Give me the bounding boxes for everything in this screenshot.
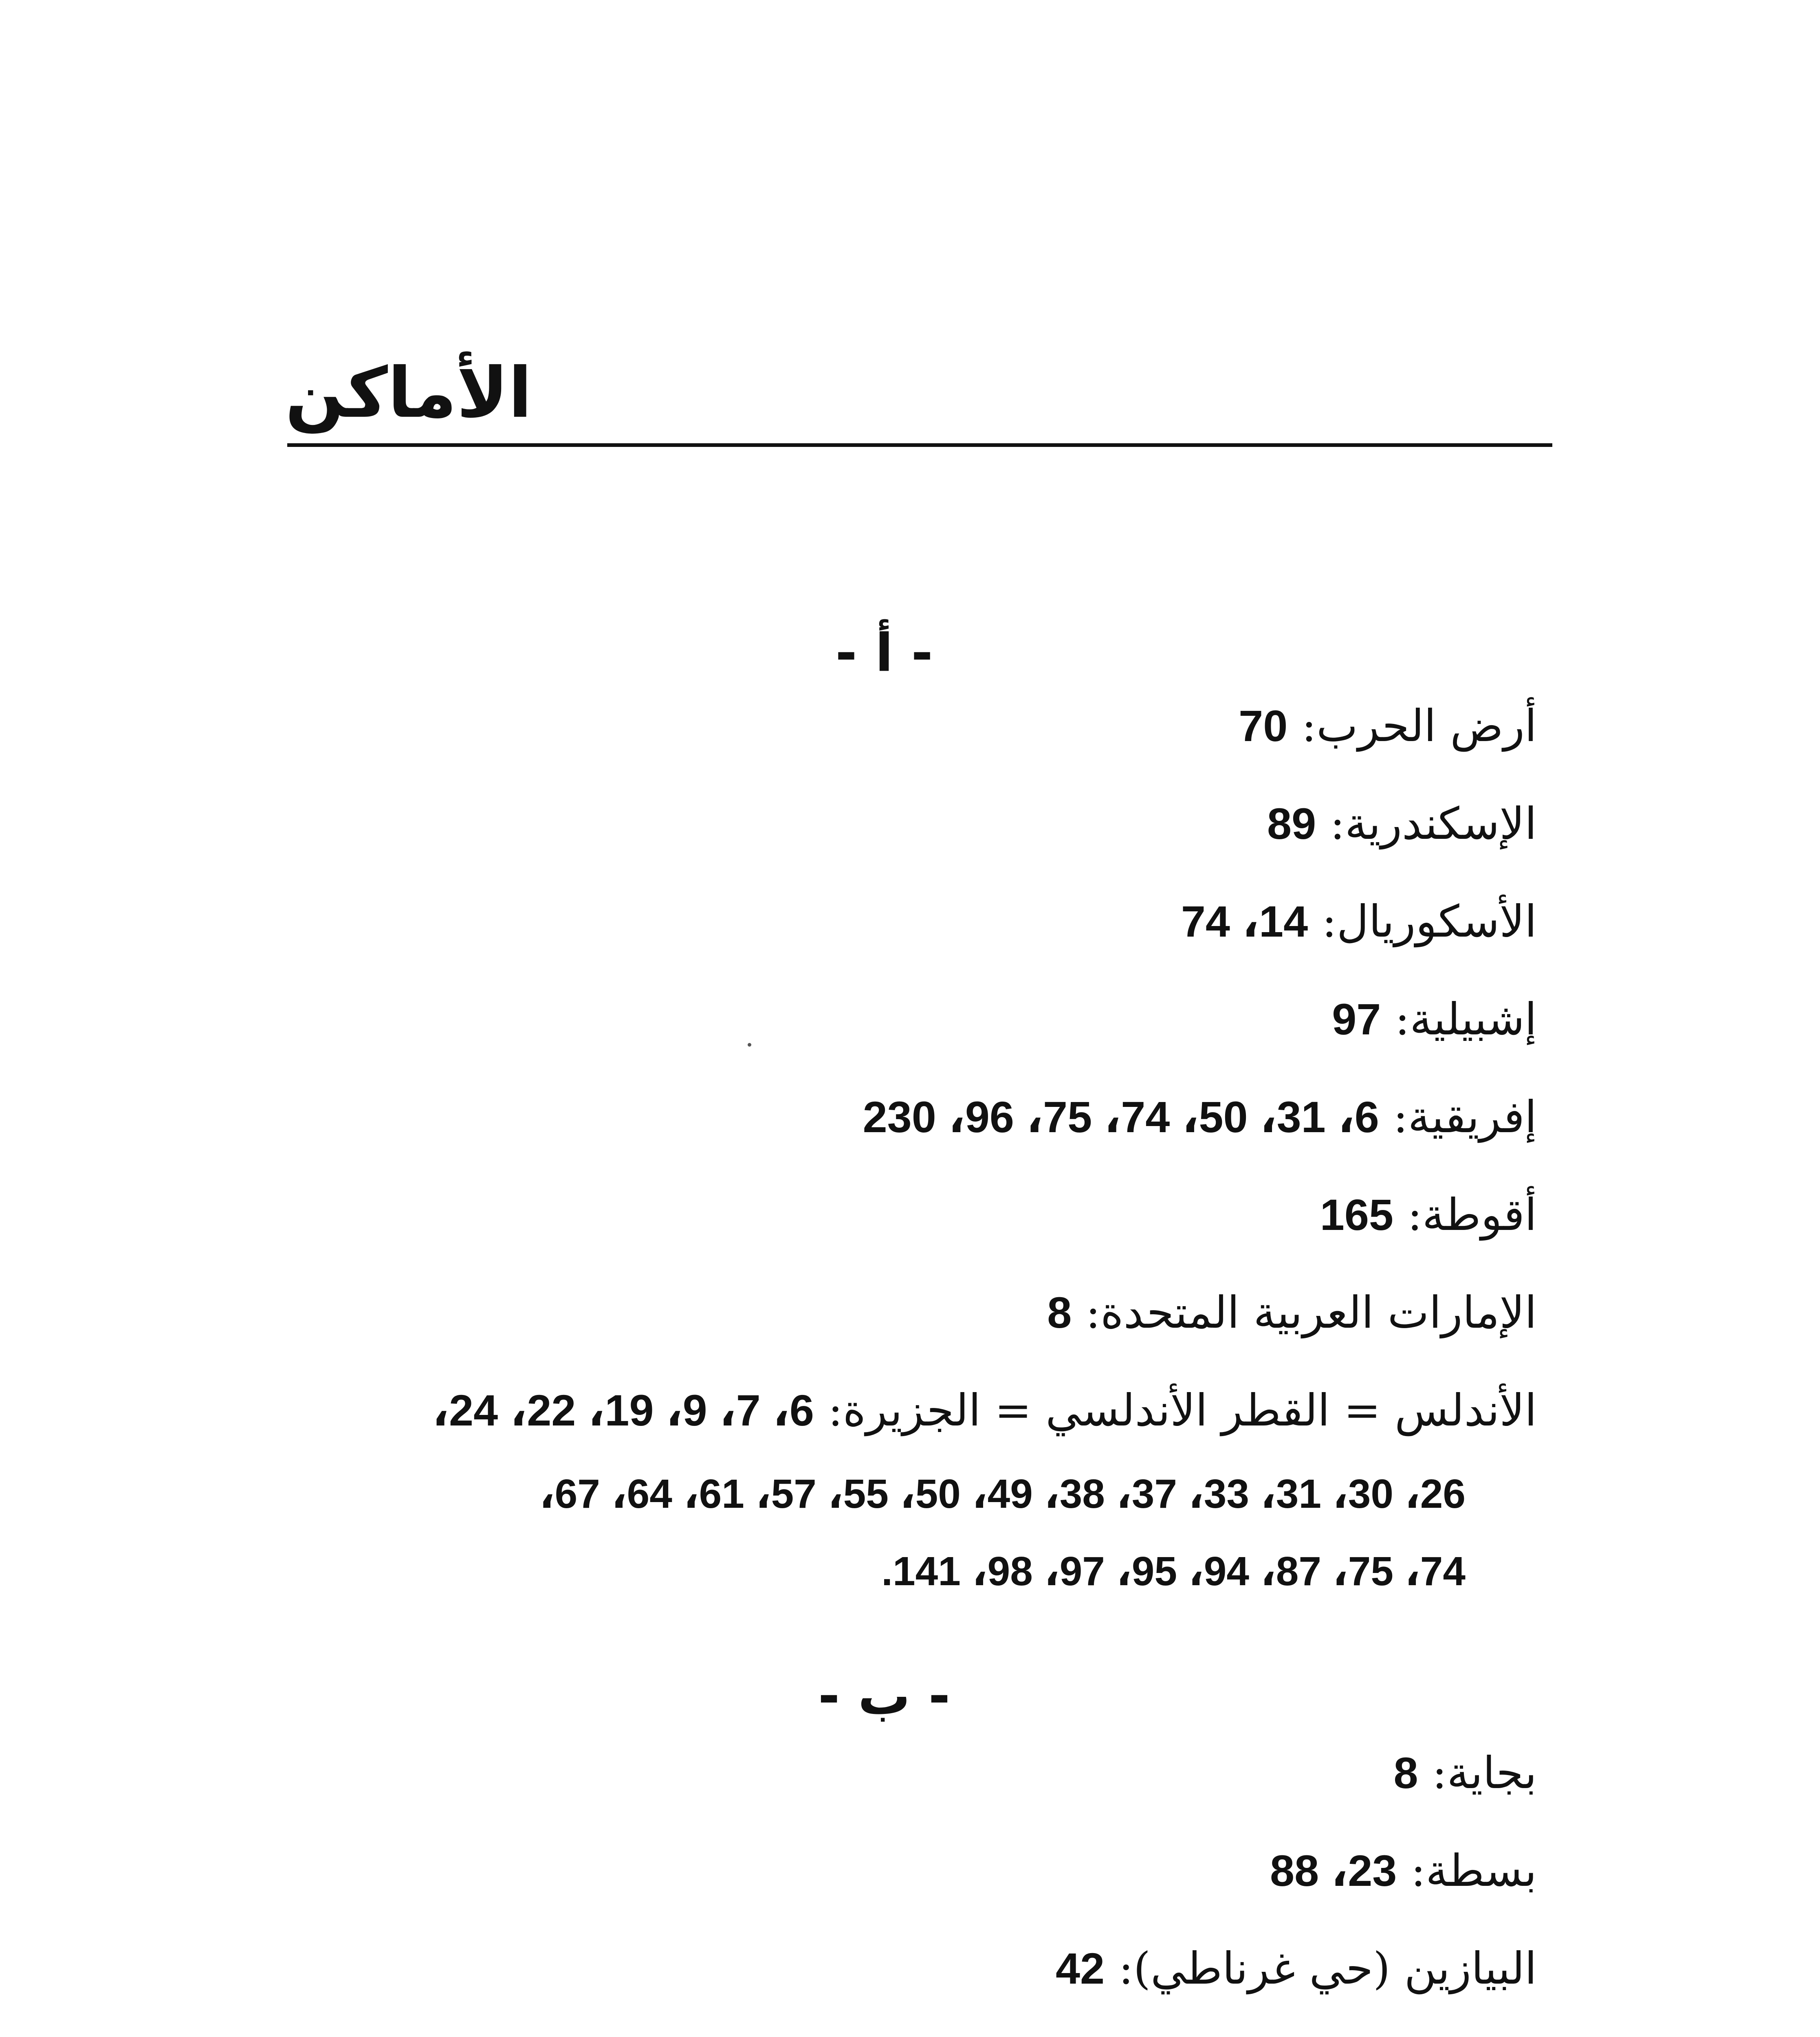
entry-pages: 97 bbox=[1332, 994, 1381, 1044]
entry-term: الأسكوريال: bbox=[1322, 896, 1537, 947]
index-entry bbox=[1270, 1846, 1537, 1896]
entry-pages: 14، 74 bbox=[1181, 897, 1308, 946]
entry-term: إشبيلية: bbox=[1395, 994, 1537, 1045]
page-title: الأماكن bbox=[285, 353, 532, 433]
section-heading-alef: - أ - bbox=[835, 623, 933, 684]
entry-pages: 70 bbox=[1239, 701, 1288, 750]
entry-term: بجاية: bbox=[1432, 1748, 1537, 1799]
index-entry bbox=[1332, 994, 1537, 1045]
entry-pages: 42 bbox=[1055, 1944, 1105, 1993]
section-heading-ba: - ب - bbox=[818, 1666, 950, 1727]
entry-pages: 89 bbox=[1267, 799, 1316, 848]
entry-continuation: 74، 75، 87، 94، 95، 97، 98، 141. bbox=[881, 1549, 1466, 1594]
entry-pages: 8 bbox=[1393, 1748, 1418, 1797]
entry-term: أرض الحرب: bbox=[1301, 701, 1537, 752]
index-entry bbox=[1267, 799, 1537, 849]
entry-pages: 23، 88 bbox=[1270, 1846, 1397, 1895]
entry-continuation: 26، 30، 31، 33، 37، 38، 49، 50، 55، 57، 61، 64، 67، bbox=[539, 1471, 1466, 1517]
title-underline bbox=[287, 443, 1552, 447]
index-entry bbox=[1394, 1748, 1537, 1799]
index-entry bbox=[1181, 896, 1537, 947]
entry-term: الإمارات العربية المتحدة: bbox=[1085, 1287, 1537, 1338]
entry-term: الإسكندرية: bbox=[1330, 799, 1537, 849]
index-entry bbox=[863, 1092, 1537, 1143]
entry-term: بسطة: bbox=[1411, 1846, 1537, 1896]
index-entry bbox=[1056, 1943, 1537, 1994]
index-entry bbox=[1320, 1190, 1537, 1241]
entry-term: الأندلس = القطر الأندلسي = الجزيرة: bbox=[828, 1385, 1537, 1436]
index-entry bbox=[1239, 701, 1537, 752]
entry-pages: 165 bbox=[1320, 1190, 1393, 1239]
entry-term: البيازين (حي غرناطي): bbox=[1118, 1943, 1537, 1994]
index-entry bbox=[1047, 1287, 1537, 1338]
print-speck bbox=[748, 1043, 751, 1047]
entry-term: إفريقية: bbox=[1393, 1092, 1537, 1143]
entry-pages: 8 bbox=[1047, 1288, 1072, 1337]
index-entry bbox=[432, 1385, 1537, 1436]
entry-pages: 6، 31، 50، 74، 75، 96، 230 bbox=[863, 1092, 1379, 1142]
entry-pages: 6، 7، 9، 19، 22، 24، bbox=[432, 1386, 814, 1435]
entry-term: أقوطة: bbox=[1407, 1190, 1537, 1241]
